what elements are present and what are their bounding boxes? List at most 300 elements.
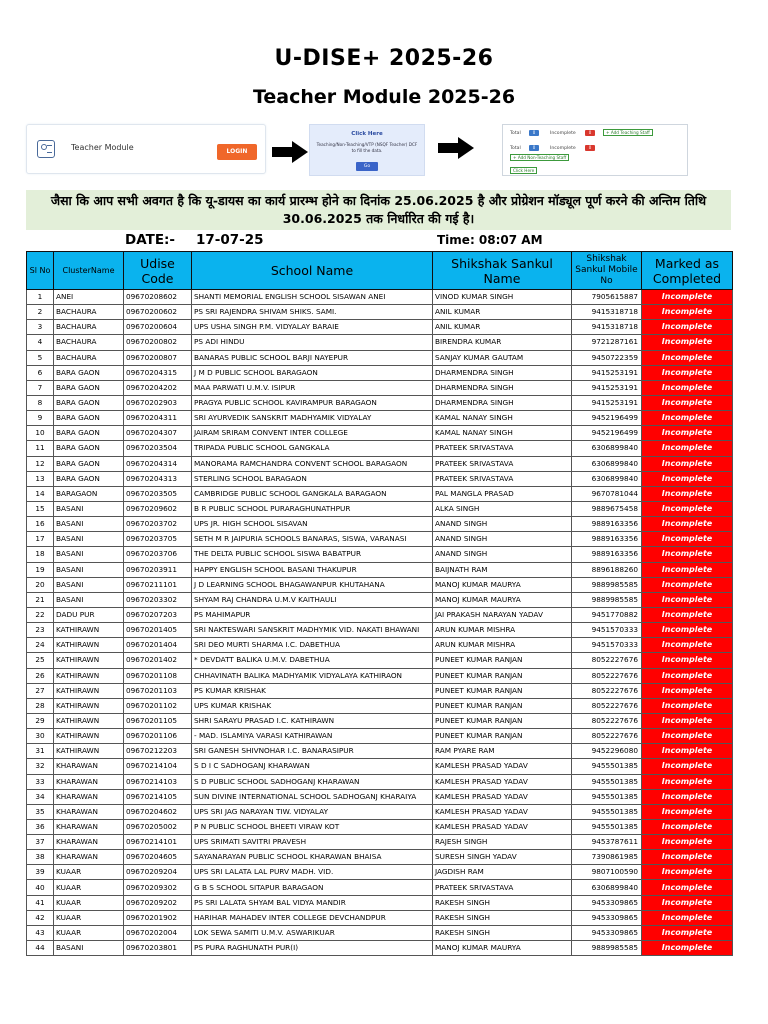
school-name-cell: B R PUBLIC SCHOOL PURARAGHUNATHPUR — [192, 501, 433, 516]
cluster-name-cell: KATHIRAWN — [54, 729, 124, 744]
school-name-cell: PS ADI HINDU — [192, 335, 433, 350]
school-name-cell: PS KUMAR KRISHAK — [192, 683, 433, 698]
sl-no-cell: 13 — [27, 471, 54, 486]
login-button: LOGIN — [217, 144, 257, 160]
udise-code-cell: 09670209302 — [124, 880, 192, 895]
udise-code-cell: 09670214103 — [124, 774, 192, 789]
udise-code-cell: 09670214104 — [124, 759, 192, 774]
table-row — [27, 547, 733, 562]
sl-no-cell: 33 — [27, 774, 54, 789]
school-name-cell: P N PUBLIC SCHOOL BHEETI VIRAW KOT — [192, 819, 433, 834]
mobile-no-cell: 9451570333 — [572, 623, 642, 638]
cluster-name-cell: BARA GAON — [54, 456, 124, 471]
sl-no-cell: 23 — [27, 623, 54, 638]
cluster-name-cell: BASANI — [54, 577, 124, 592]
incomplete-label: Incomplete — [550, 131, 576, 136]
sl-no-cell: 1 — [27, 290, 54, 305]
udise-code-cell: 09670207203 — [124, 607, 192, 622]
status-cell: Incomplete — [642, 547, 733, 562]
page-subtitle: Teacher Module 2025-26 — [252, 86, 516, 108]
cluster-name-cell: BARA GAON — [54, 411, 124, 426]
udise-code-cell: 09670204315 — [124, 365, 192, 380]
sl-no-cell: 31 — [27, 744, 54, 759]
status-cell: Incomplete — [642, 532, 733, 547]
udise-code-cell: 09670204605 — [124, 850, 192, 865]
table-row — [27, 835, 733, 850]
status-cell: Incomplete — [642, 819, 733, 834]
table-row — [27, 759, 733, 774]
status-cell: Incomplete — [642, 835, 733, 850]
cluster-name-cell: KATHIRAWN — [54, 638, 124, 653]
cluster-name-cell: BASANI — [54, 517, 124, 532]
time-value: Time: 08:07 AM — [437, 233, 543, 247]
mobile-no-cell: 9452196499 — [572, 426, 642, 441]
school-name-cell: PS SRI RAJENDRA SHIVAM SHIKS. SAMI. — [192, 305, 433, 320]
cluster-name-cell: KATHIRAWN — [54, 668, 124, 683]
udise-code-cell: 09670214105 — [124, 789, 192, 804]
sl-no-cell: 44 — [27, 941, 54, 956]
school-name-cell: SHRI SARAYU PRASAD I.C. KATHIRAWN — [192, 713, 433, 728]
cluster-name-cell: BARA GAON — [54, 395, 124, 410]
sankul-name-cell: JAI PRAKASH NARAYAN YADAV — [433, 607, 572, 622]
date-label: DATE:- — [125, 232, 176, 248]
sl-no-cell: 3 — [27, 320, 54, 335]
table-row — [27, 941, 733, 956]
add-non-teaching-staff-button: + Add Non-Teaching Staff — [510, 154, 569, 161]
mobile-no-cell: 9889985585 — [572, 941, 642, 956]
cluster-name-cell: KUAAR — [54, 865, 124, 880]
sl-no-cell: 30 — [27, 729, 54, 744]
mobile-no-cell: 9455501385 — [572, 789, 642, 804]
udise-code-cell: 09670203801 — [124, 941, 192, 956]
total-count-badge: 0 — [529, 130, 539, 136]
sankul-name-cell: ANIL KUMAR — [433, 305, 572, 320]
table-row — [27, 925, 733, 940]
udise-code-cell: 09670209602 — [124, 501, 192, 516]
sankul-name-cell: RAKESH SINGH — [433, 910, 572, 925]
cluster-name-cell: BASANI — [54, 562, 124, 577]
udise-code-cell: 09670203911 — [124, 562, 192, 577]
udise-code-cell: 09670201902 — [124, 910, 192, 925]
sl-no-cell: 11 — [27, 441, 54, 456]
sankul-name-cell: PRATEEK SRIVASTAVA — [433, 441, 572, 456]
sl-no-cell: 9 — [27, 411, 54, 426]
mobile-no-cell: 6306899840 — [572, 471, 642, 486]
sl-no-cell: 26 — [27, 668, 54, 683]
cluster-name-cell: KUAAR — [54, 880, 124, 895]
table-row — [27, 623, 733, 638]
cluster-name-cell: BACHAURA — [54, 320, 124, 335]
sankul-name-cell: MANOJ KUMAR MAURYA — [433, 577, 572, 592]
sl-no-cell: 15 — [27, 501, 54, 516]
table-row — [27, 411, 733, 426]
sankul-name-cell: DHARMENDRA SINGH — [433, 365, 572, 380]
mobile-no-cell: 9889163356 — [572, 517, 642, 532]
sankul-name-cell: KAMAL NANAY SINGH — [433, 411, 572, 426]
click-here-link: Click Here — [351, 131, 383, 137]
udise-code-cell: 09670200604 — [124, 320, 192, 335]
sl-no-cell: 40 — [27, 880, 54, 895]
cluster-name-cell: DADU PUR — [54, 607, 124, 622]
sl-no-cell: 21 — [27, 592, 54, 607]
udise-code-cell: 09670200602 — [124, 305, 192, 320]
cluster-name-cell: KUAAR — [54, 925, 124, 940]
school-name-cell: S D PUBLIC SCHOOL SADHOGANJ KHARAWAN — [192, 774, 433, 789]
mobile-no-cell: 9451570333 — [572, 638, 642, 653]
go-button: Go — [356, 162, 378, 171]
sl-no-cell: 12 — [27, 456, 54, 471]
school-name-cell: UPS KUMAR KRISHAK — [192, 698, 433, 713]
school-name-cell: J D LEARNING SCHOOL BHAGAWANPUR KHUTAHANA — [192, 577, 433, 592]
school-name-cell: JAIRAM SRIRAM CONVENT INTER COLLEGE — [192, 426, 433, 441]
sl-no-cell: 6 — [27, 365, 54, 380]
sankul-name-cell: MANOJ KUMAR MAURYA — [433, 592, 572, 607]
status-cell: Incomplete — [642, 759, 733, 774]
table-row — [27, 713, 733, 728]
mobile-no-cell: 9807100590 — [572, 865, 642, 880]
sankul-name-cell: ANAND SINGH — [433, 532, 572, 547]
school-name-cell: UPS SRIMATI SAVITRI PRAVESH — [192, 835, 433, 850]
sl-no-cell: 25 — [27, 653, 54, 668]
status-cell: Incomplete — [642, 380, 733, 395]
sankul-name-cell: PUNEET KUMAR RANJAN — [433, 668, 572, 683]
status-cell: Incomplete — [642, 865, 733, 880]
school-name-cell: * DEVDATT BALIKA U.M.V. DABETHUA — [192, 653, 433, 668]
udise-code-cell: 09670203705 — [124, 532, 192, 547]
udise-code-cell: 09670202903 — [124, 395, 192, 410]
mobile-no-cell: 8052227676 — [572, 683, 642, 698]
udise-code-cell: 09670201102 — [124, 698, 192, 713]
cluster-name-cell: KATHIRAWN — [54, 744, 124, 759]
teacher-module-label: Teacher Module — [71, 143, 134, 152]
cluster-name-cell: BACHAURA — [54, 350, 124, 365]
school-name-cell: CHHAVINATH BALIKA MADHYAMIK VIDYALAYA KATHIRAON — [192, 668, 433, 683]
udise-code-cell: 09670209204 — [124, 865, 192, 880]
cluster-name-cell: BASANI — [54, 532, 124, 547]
udise-code-cell: 09670202004 — [124, 925, 192, 940]
udise-code-cell: 09670201106 — [124, 729, 192, 744]
incomplete-label: Incomplete — [550, 146, 576, 151]
table-row — [27, 441, 733, 456]
table-row — [27, 774, 733, 789]
cluster-name-cell: KUAAR — [54, 895, 124, 910]
cluster-name-cell: KHARAWAN — [54, 835, 124, 850]
mobile-no-cell: 9415253191 — [572, 380, 642, 395]
mobile-no-cell: 8052227676 — [572, 653, 642, 668]
status-cell: Incomplete — [642, 562, 733, 577]
mobile-no-cell: 6306899840 — [572, 880, 642, 895]
udise-code-cell: 09670204314 — [124, 456, 192, 471]
cluster-name-cell: BARA GAON — [54, 426, 124, 441]
status-cell: Incomplete — [642, 683, 733, 698]
school-name-cell: PS MAHIMAPUR — [192, 607, 433, 622]
arrow-right-icon — [272, 141, 308, 163]
mobile-no-cell: 9415253191 — [572, 395, 642, 410]
udise-code-cell: 09670201402 — [124, 653, 192, 668]
status-cell: Incomplete — [642, 895, 733, 910]
sankul-name-cell: VINOD KUMAR SINGH — [433, 290, 572, 305]
sankul-name-cell: DHARMENDRA SINGH — [433, 380, 572, 395]
cluster-name-cell: BASANI — [54, 941, 124, 956]
udise-code-cell: 09670214101 — [124, 835, 192, 850]
col-marked-completed: Marked as Completed — [642, 252, 733, 290]
cluster-name-cell: BASANI — [54, 547, 124, 562]
cluster-name-cell: BACHAURA — [54, 305, 124, 320]
table-row — [27, 517, 733, 532]
udise-code-cell: 09670203302 — [124, 592, 192, 607]
sankul-name-cell: PUNEET KUMAR RANJAN — [433, 698, 572, 713]
udise-code-cell: 09670203505 — [124, 486, 192, 501]
mobile-no-cell: 9889675458 — [572, 501, 642, 516]
school-name-cell: J M D PUBLIC SCHOOL BARAGAON — [192, 365, 433, 380]
mobile-no-cell: 9453787611 — [572, 835, 642, 850]
school-name-cell: SAYANARAYAN PUBLIC SCHOOL KHARAWAN BHAISA — [192, 850, 433, 865]
status-cell: Incomplete — [642, 698, 733, 713]
cluster-name-cell: KATHIRAWN — [54, 623, 124, 638]
table-row — [27, 380, 733, 395]
mobile-no-cell: 9415318718 — [572, 320, 642, 335]
add-teaching-staff-button: + Add Teaching Staff — [603, 129, 653, 136]
table-row — [27, 880, 733, 895]
school-name-cell: PRAGYA PUBLIC SCHOOL KAVIRAMPUR BARAGAON — [192, 395, 433, 410]
status-cell: Incomplete — [642, 744, 733, 759]
cluster-name-cell: BARA GAON — [54, 441, 124, 456]
sl-no-cell: 14 — [27, 486, 54, 501]
status-cell: Incomplete — [642, 577, 733, 592]
table-row — [27, 653, 733, 668]
table-row — [27, 729, 733, 744]
sl-no-cell: 10 — [27, 426, 54, 441]
school-name-cell: STERLING SCHOOL BARAGAON — [192, 471, 433, 486]
sankul-name-cell: RAJESH SINGH — [433, 835, 572, 850]
school-status-table — [26, 251, 733, 956]
school-name-cell: PS SRI LALATA SHYAM BAL VIDYA MANDIR — [192, 895, 433, 910]
sankul-name-cell: PUNEET KUMAR RANJAN — [433, 729, 572, 744]
table-row — [27, 395, 733, 410]
school-name-cell: HARIHAR MAHADEV INTER COLLEGE DEVCHANDPUR — [192, 910, 433, 925]
cluster-name-cell: BACHAURA — [54, 335, 124, 350]
sankul-name-cell: ALKA SINGH — [433, 501, 572, 516]
sankul-name-cell: PRATEEK SRIVASTAVA — [433, 880, 572, 895]
table-row — [27, 789, 733, 804]
cluster-name-cell: BARA GAON — [54, 380, 124, 395]
sankul-name-cell: PUNEET KUMAR RANJAN — [433, 653, 572, 668]
mobile-no-cell: 9889985585 — [572, 592, 642, 607]
status-cell: Incomplete — [642, 335, 733, 350]
incomplete-count-badge: 0 — [585, 130, 595, 136]
total-count-badge: 0 — [529, 145, 539, 151]
sankul-name-cell: ANAND SINGH — [433, 517, 572, 532]
sl-no-cell: 18 — [27, 547, 54, 562]
table-row — [27, 486, 733, 501]
dcf-instruction-text: Teaching/Non-Teaching/VTP (NSQF Teacher) DCF to fill the data. — [316, 142, 418, 153]
mobile-no-cell: 8052227676 — [572, 698, 642, 713]
incomplete-count-badge: 0 — [585, 145, 595, 151]
mobile-no-cell: 9455501385 — [572, 819, 642, 834]
cluster-name-cell: KATHIRAWN — [54, 713, 124, 728]
table-row — [27, 850, 733, 865]
sankul-name-cell: SANJAY KUMAR GAUTAM — [433, 350, 572, 365]
table-row — [27, 532, 733, 547]
cluster-name-cell: KHARAWAN — [54, 759, 124, 774]
status-cell: Incomplete — [642, 925, 733, 940]
sl-no-cell: 38 — [27, 850, 54, 865]
sl-no-cell: 42 — [27, 910, 54, 925]
sl-no-cell: 34 — [27, 789, 54, 804]
school-name-cell: THE DELTA PUBLIC SCHOOL SISWA BABATPUR — [192, 547, 433, 562]
status-cell: Incomplete — [642, 653, 733, 668]
mobile-no-cell: 6306899840 — [572, 441, 642, 456]
school-name-cell: SUN DIVINE INTERNATIONAL SCHOOL SADHOGANJ KHARAIYA — [192, 789, 433, 804]
mobile-no-cell: 9415318718 — [572, 305, 642, 320]
status-cell: Incomplete — [642, 638, 733, 653]
school-name-cell: MAA PARWATI U.M.V. ISIPUR — [192, 380, 433, 395]
table-row — [27, 819, 733, 834]
mobile-no-cell: 8052227676 — [572, 668, 642, 683]
cluster-name-cell: KATHIRAWN — [54, 683, 124, 698]
mobile-no-cell: 9889163356 — [572, 547, 642, 562]
dcf-click-card — [309, 124, 425, 176]
sankul-name-cell: KAMAL NANAY SINGH — [433, 426, 572, 441]
school-name-cell: LOK SEWA SAMITI U.M.V. ASWARIKUAR — [192, 925, 433, 940]
col-sankul-mobile: Shikshak Sankul Mobile No — [572, 252, 642, 290]
table-row — [27, 501, 733, 516]
school-name-cell: BANARAS PUBLIC SCHOOL BARJI NAYEPUR — [192, 350, 433, 365]
sankul-name-cell: ANIL KUMAR — [433, 320, 572, 335]
sankul-name-cell: PAL MANGLA PRASAD — [433, 486, 572, 501]
teacher-module-login-card — [26, 124, 266, 174]
school-name-cell: UPS USHA SINGH P.M. VIDYALAY BARAIE — [192, 320, 433, 335]
table-row — [27, 698, 733, 713]
school-name-cell: SHANTI MEMORIAL ENGLISH SCHOOL SISAWAN ANEI — [192, 290, 433, 305]
school-name-cell: SRI AYURVEDIK SANSKRIT MADHYAMIK VIDYALAY — [192, 411, 433, 426]
sl-no-cell: 2 — [27, 305, 54, 320]
sl-no-cell: 19 — [27, 562, 54, 577]
sankul-name-cell: ARUN KUMAR MISHRA — [433, 638, 572, 653]
school-name-cell: SRI DEO MURTI SHARMA I.C. DABETHUA — [192, 638, 433, 653]
table-row — [27, 562, 733, 577]
cluster-name-cell: BASANI — [54, 501, 124, 516]
cluster-name-cell: KHARAWAN — [54, 804, 124, 819]
sl-no-cell: 4 — [27, 335, 54, 350]
udise-code-cell: 09670204311 — [124, 411, 192, 426]
mobile-no-cell: 7905615887 — [572, 290, 642, 305]
mobile-no-cell: 9450722359 — [572, 350, 642, 365]
status-cell: Incomplete — [642, 441, 733, 456]
status-cell: Incomplete — [642, 395, 733, 410]
school-name-cell: SETH M R JAIPURIA SCHOOLS BANARAS, SISWA, VARANASI — [192, 532, 433, 547]
mobile-no-cell: 9889985585 — [572, 577, 642, 592]
status-cell: Incomplete — [642, 592, 733, 607]
col-cluster-name: ClusterName — [54, 252, 124, 290]
mobile-no-cell: 9721287161 — [572, 335, 642, 350]
sl-no-cell: 36 — [27, 819, 54, 834]
col-sankul-name: Shikshak Sankul Name — [433, 252, 572, 290]
school-name-cell: TRIPADA PUBLIC SCHOOL GANGKALA — [192, 441, 433, 456]
table-row — [27, 592, 733, 607]
school-name-cell: UPS SRI JAG NARAYAN TIW. VIDYALAY — [192, 804, 433, 819]
sl-no-cell: 16 — [27, 517, 54, 532]
sankul-name-cell: DHARMENDRA SINGH — [433, 395, 572, 410]
cluster-name-cell: ANEI — [54, 290, 124, 305]
table-row — [27, 305, 733, 320]
status-cell: Incomplete — [642, 456, 733, 471]
school-name-cell: MANORAMA RAMCHANDRA CONVENT SCHOOL BARAGAON — [192, 456, 433, 471]
status-cell: Incomplete — [642, 880, 733, 895]
table-row — [27, 895, 733, 910]
sl-no-cell: 39 — [27, 865, 54, 880]
table-row — [27, 683, 733, 698]
status-cell: Incomplete — [642, 789, 733, 804]
status-cell: Incomplete — [642, 774, 733, 789]
status-cell: Incomplete — [642, 517, 733, 532]
school-name-cell: UPS JR. HIGH SCHOOL SISAVAN — [192, 517, 433, 532]
udise-code-cell: 09670203504 — [124, 441, 192, 456]
table-row — [27, 607, 733, 622]
status-cell: Incomplete — [642, 486, 733, 501]
sankul-name-cell: KAMLESH PRASAD YADAV — [433, 804, 572, 819]
sankul-name-cell: PRATEEK SRIVASTAVA — [433, 471, 572, 486]
sl-no-cell: 24 — [27, 638, 54, 653]
udise-code-cell: 09670203706 — [124, 547, 192, 562]
staff-summary-card — [502, 124, 688, 176]
mobile-no-cell: 7390861985 — [572, 850, 642, 865]
udise-code-cell: 09670200802 — [124, 335, 192, 350]
sankul-name-cell: KAMLESH PRASAD YADAV — [433, 774, 572, 789]
table-row — [27, 804, 733, 819]
sl-no-cell: 17 — [27, 532, 54, 547]
status-cell: Incomplete — [642, 501, 733, 516]
sankul-name-cell: BAIJNATH RAM — [433, 562, 572, 577]
table-row — [27, 865, 733, 880]
table-row — [27, 638, 733, 653]
udise-code-cell: 09670204313 — [124, 471, 192, 486]
col-sl-no: Sl No — [27, 252, 54, 290]
status-cell: Incomplete — [642, 729, 733, 744]
mobile-no-cell: 9452296080 — [572, 744, 642, 759]
status-cell: Incomplete — [642, 320, 733, 335]
mobile-no-cell: 6306899840 — [572, 456, 642, 471]
table-row — [27, 577, 733, 592]
udise-code-cell: 09670205002 — [124, 819, 192, 834]
udise-code-cell: 09670204602 — [124, 804, 192, 819]
sankul-name-cell: KAMLESH PRASAD YADAV — [433, 819, 572, 834]
sankul-name-cell: RAM PYARE RAM — [433, 744, 572, 759]
status-cell: Incomplete — [642, 350, 733, 365]
school-name-cell: UPS SRI LALATA LAL PURV MADH. VID. — [192, 865, 433, 880]
table-row — [27, 350, 733, 365]
table-header-row — [27, 252, 733, 290]
mobile-no-cell: 9889163356 — [572, 532, 642, 547]
table-row — [27, 668, 733, 683]
mobile-no-cell: 9451770882 — [572, 607, 642, 622]
table-row — [27, 471, 733, 486]
col-udise-code: Udise Code — [124, 252, 192, 290]
sl-no-cell: 7 — [27, 380, 54, 395]
school-name-cell: S D I C SADHOGANJ KHARAWAN — [192, 759, 433, 774]
arrow-right-icon — [438, 137, 474, 159]
school-name-cell: SRI NAKTESWARI SANSKRIT MADHYMIK VID. NAKATI BHAWANI — [192, 623, 433, 638]
udise-code-cell: 09670201405 — [124, 623, 192, 638]
sankul-name-cell: PRATEEK SRIVASTAVA — [433, 456, 572, 471]
sankul-name-cell: SURESH SINGH YADAV — [433, 850, 572, 865]
status-cell: Incomplete — [642, 305, 733, 320]
status-cell: Incomplete — [642, 607, 733, 622]
sankul-name-cell: ARUN KUMAR MISHRA — [433, 623, 572, 638]
sankul-name-cell: KAMLESH PRASAD YADAV — [433, 789, 572, 804]
mobile-no-cell: 9670781044 — [572, 486, 642, 501]
sankul-name-cell: KAMLESH PRASAD YADAV — [433, 759, 572, 774]
